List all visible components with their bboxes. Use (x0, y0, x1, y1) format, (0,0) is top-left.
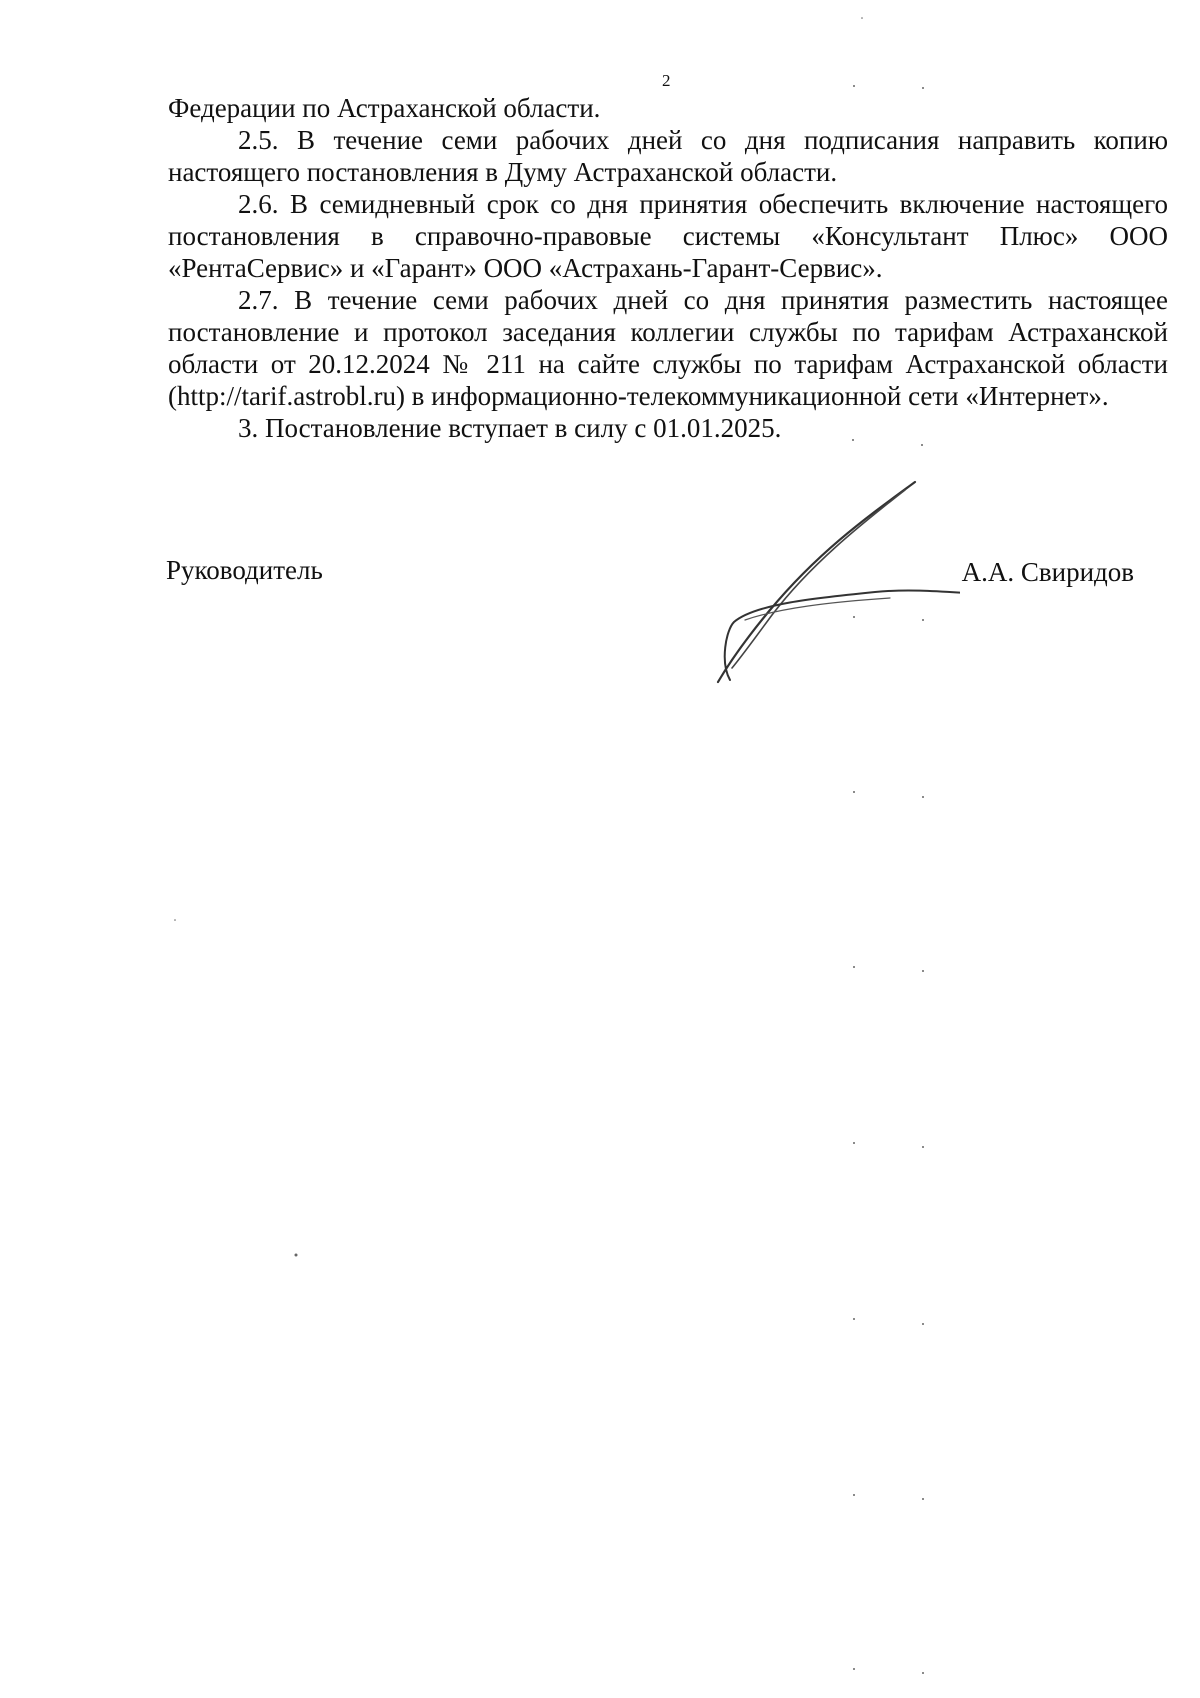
signer-position: Руководитель (166, 555, 323, 585)
paragraph-continuation: Федерации по Астраханской области. (168, 93, 601, 123)
page-number: 2 (662, 71, 671, 90)
paragraph-2-7: 2.7. В течение семи рабочих дней со дня принятия разместить настоящее постановление и протокол заседания коллегии службы по тарифам Астраханской области от 20.12.2024 № 211 на сайте службы по тарифам Астраханской области (http://tarif.astrobl.ru) в информационно-телекоммуникационной сети «Интернет». (168, 285, 1168, 411)
paragraph-3: 3. Постановление вступает в силу с 01.01.2025. (238, 413, 782, 443)
signer-name: А.А. Свиридов (961, 557, 1134, 587)
paragraph-2-5: 2.5. В течение семи рабочих дней со дня подписания направить копию настоящего постановления в Думу Астраханской области. (168, 125, 1168, 187)
paragraph-2-6: 2.6. В семидневный срок со дня принятия обеспечить включение настоящего постановления в справочно-правовые системы «Консультант Плюс» ООО «РентаСервис» и «Гарант» ООО «Астрахань-Гарант-Сервис». (168, 189, 1168, 283)
